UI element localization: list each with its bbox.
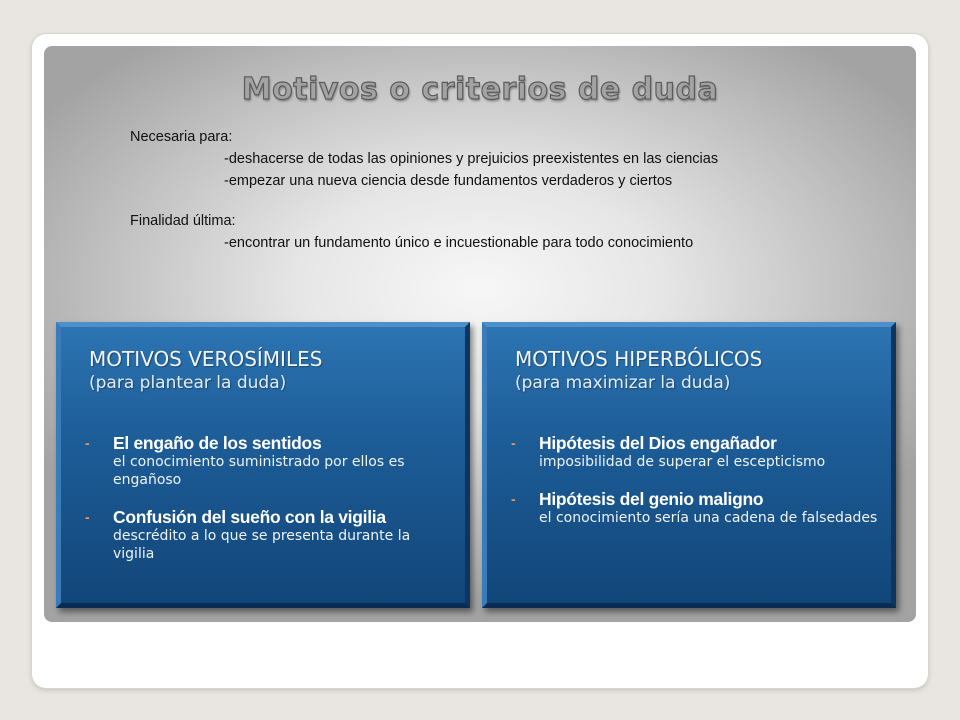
content-panel [44,46,916,622]
list-item [511,433,881,471]
list-item [511,489,881,527]
item-heading: Hipótesis del genio maligno [539,489,764,509]
box-title: MOTIVOS HIPERBÓLICOS [515,347,763,371]
necesaria-item: -empezar una nueva ciencia desde fundamentos verdaderos y ciertos [224,173,673,189]
motivos-list [85,433,455,581]
dash-bullet-icon: - [511,435,516,451]
dash-bullet-icon: - [85,435,90,451]
item-description: descrédito a lo que se presenta durante la vigilia [113,528,411,562]
intro-text [130,126,890,254]
motivos-list [511,433,881,545]
item-heading: Hipótesis del Dios engañador [539,433,777,453]
list-item [85,507,455,563]
item-description: el conocimiento sería una cadena de falsedades [539,510,878,526]
item-heading: Confusión del sueño con la vigilia [113,507,386,527]
item-heading: El engaño de los sentidos [113,433,322,453]
necesaria-item: -deshacerse de todas las opiniones y prejuicios preexistentes en las ciencias [224,151,719,167]
item-description: imposibilidad de superar el escepticismo [539,454,826,470]
finalidad-item: -encontrar un fundamento único e incuestionable para todo conocimiento [224,235,694,251]
box-subtitle: (para maximizar la duda) [515,373,731,393]
dash-bullet-icon: - [511,491,516,507]
box-motivos-verosimiles [56,322,470,608]
box-title: MOTIVOS VEROSÍMILES [89,347,323,371]
necesaria-label: Necesaria para: [130,129,233,145]
box-subtitle: (para plantear la duda) [89,373,287,393]
dash-bullet-icon: - [85,509,90,525]
slide-title: Motivos o criterios de duda [241,72,719,107]
box-motivos-hiperbolicos [482,322,896,608]
item-description: el conocimiento suministrado por ellos es engañoso [113,454,405,488]
spacer [130,192,890,210]
list-item [85,433,455,489]
finalidad-label: Finalidad última: [130,213,236,229]
